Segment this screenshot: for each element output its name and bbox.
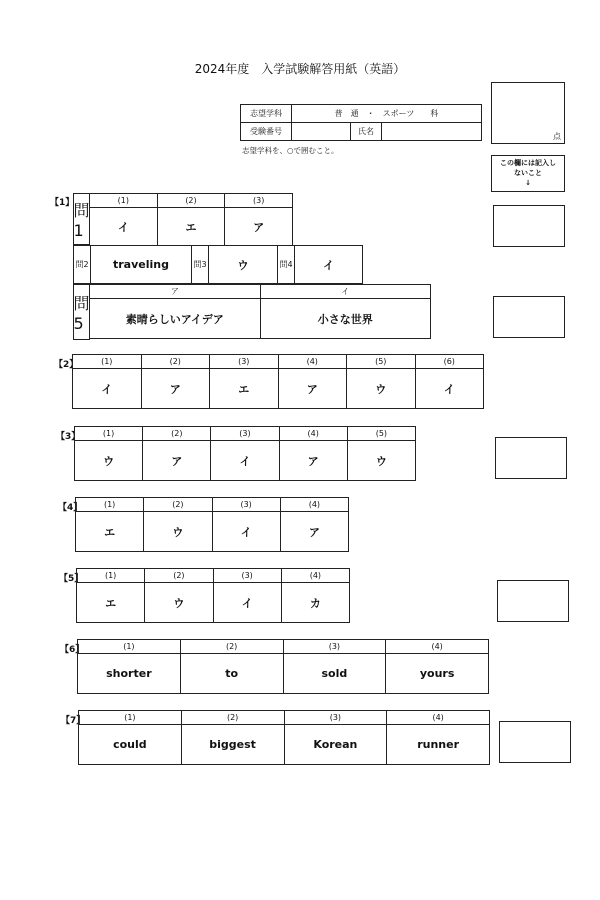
s2-answer-3[interactable]: エ [210,369,279,409]
s5-answer-1[interactable]: エ [77,583,145,623]
section-6-label: 【6】 [60,645,85,655]
down-arrow-icon: ↓ [525,179,531,187]
q1-answer-1[interactable]: イ [90,208,158,246]
s7-num: (2) [181,711,284,725]
s5-num: (1) [77,569,145,583]
s7-answer-4[interactable]: runner [387,725,490,765]
q1-answer-3[interactable]: ア [225,208,293,246]
s4-num: (3) [212,498,280,512]
s6-num: (2) [180,640,283,654]
s2-num: (1) [73,355,142,369]
s6-answer-4[interactable]: yours [386,654,489,694]
section-5-label: 【5】 [59,574,84,584]
s3-num: (2) [143,427,211,441]
no-write-text: この欄には記入しないこと [500,159,556,177]
s4-num: (4) [280,498,348,512]
q2-answer[interactable]: traveling [91,246,192,284]
s4-num: (2) [144,498,212,512]
q4-answer[interactable]: イ [295,246,363,284]
s6-answer-1[interactable]: shorter [78,654,181,694]
section-7-label: 【7】 [61,716,86,726]
s2-answer-5[interactable]: ウ [347,369,416,409]
section-3-label: 【3】 [56,432,81,442]
s5-num: (4) [281,569,349,583]
question-2-label: 問2 [74,246,91,284]
s2-answer-4[interactable]: ア [278,369,347,409]
s5-num: (2) [145,569,213,583]
s3-answer-3[interactable]: イ [211,441,279,481]
score-box-5 [497,580,569,622]
s7-num: (1) [79,711,182,725]
s3-num: (5) [347,427,415,441]
course-selection[interactable]: 普 通 ・ スポーツ 科 [292,105,482,123]
s3-num: (4) [279,427,347,441]
course-note: 志望学科を、○で囲むこと。 [242,146,339,155]
s7-answer-1[interactable]: could [79,725,182,765]
s5-answer-2[interactable]: ウ [145,583,213,623]
s2-num: (3) [210,355,279,369]
name-label: 氏名 [351,123,382,141]
section-3-table [74,426,416,481]
s3-answer-4[interactable]: ア [279,441,347,481]
section-1-label: 【1】 [50,198,75,208]
s3-answer-2[interactable]: ア [143,441,211,481]
score-box-1a [493,205,565,247]
section-4-table [75,497,349,552]
question-1-label: 問1 [73,193,90,245]
s2-answer-1[interactable]: イ [73,369,142,409]
section-1-q5-table [89,284,431,339]
s6-num: (1) [78,640,181,654]
section-1-q1-table [89,193,293,246]
s2-num: (5) [347,355,416,369]
course-label: 志望学科 [241,105,292,123]
s3-num: (1) [75,427,143,441]
s2-num: (6) [415,355,484,369]
section-6-table [77,639,489,694]
exam-number-field[interactable] [292,123,351,141]
s5-num: (3) [213,569,281,583]
q3-answer[interactable]: ウ [209,246,278,284]
q5-sub: ア [90,285,261,299]
section-1-q2-q4-table [73,245,363,284]
s3-num: (3) [211,427,279,441]
section-5-table [76,568,350,623]
page-title: 2024年度 入学試験解答用紙（英語） [194,62,406,76]
s7-num: (4) [387,711,490,725]
s4-answer-1[interactable]: エ [76,512,144,552]
applicant-info-table [240,104,482,141]
s2-num: (4) [278,355,347,369]
s6-num: (4) [386,640,489,654]
q1-num: (3) [225,194,293,208]
question-5-label: 問5 [73,284,90,340]
s4-answer-2[interactable]: ウ [144,512,212,552]
name-field[interactable] [382,123,482,141]
s6-answer-2[interactable]: to [180,654,283,694]
q1-answer-2[interactable]: エ [157,208,225,246]
q5-answer-b[interactable]: 小さな世界 [260,299,431,339]
section-4-label: 【4】 [58,503,83,513]
score-box-7 [499,721,571,763]
s4-answer-4[interactable]: ア [280,512,348,552]
q1-num: (2) [157,194,225,208]
score-suffix: 点 [553,132,561,141]
question-4-label: 問4 [278,246,295,284]
s3-answer-5[interactable]: ウ [347,441,415,481]
s7-answer-3[interactable]: Korean [284,725,387,765]
section-2-label: 【2】 [54,360,79,370]
s2-num: (2) [141,355,210,369]
q5-answer-a[interactable]: 素晴らしいアイデア [90,299,261,339]
s5-answer-4[interactable]: カ [281,583,349,623]
q1-num: (1) [90,194,158,208]
section-2-table [72,354,484,409]
s6-num: (3) [283,640,386,654]
q5-sub: イ [260,285,431,299]
exam-number-label: 受験番号 [241,123,292,141]
score-box-1b [493,296,565,338]
s6-answer-3[interactable]: sold [283,654,386,694]
s4-answer-3[interactable]: イ [212,512,280,552]
no-write-notice [491,155,565,192]
s5-answer-3[interactable]: イ [213,583,281,623]
s7-num: (3) [284,711,387,725]
total-score-box [491,82,565,144]
s3-answer-1[interactable]: ウ [75,441,143,481]
s2-answer-2[interactable]: ア [141,369,210,409]
s7-answer-2[interactable]: biggest [181,725,284,765]
question-3-label: 問3 [192,246,209,284]
s2-answer-6[interactable]: イ [415,369,484,409]
s4-num: (1) [76,498,144,512]
score-box-3 [495,437,567,479]
section-7-table [78,710,490,765]
